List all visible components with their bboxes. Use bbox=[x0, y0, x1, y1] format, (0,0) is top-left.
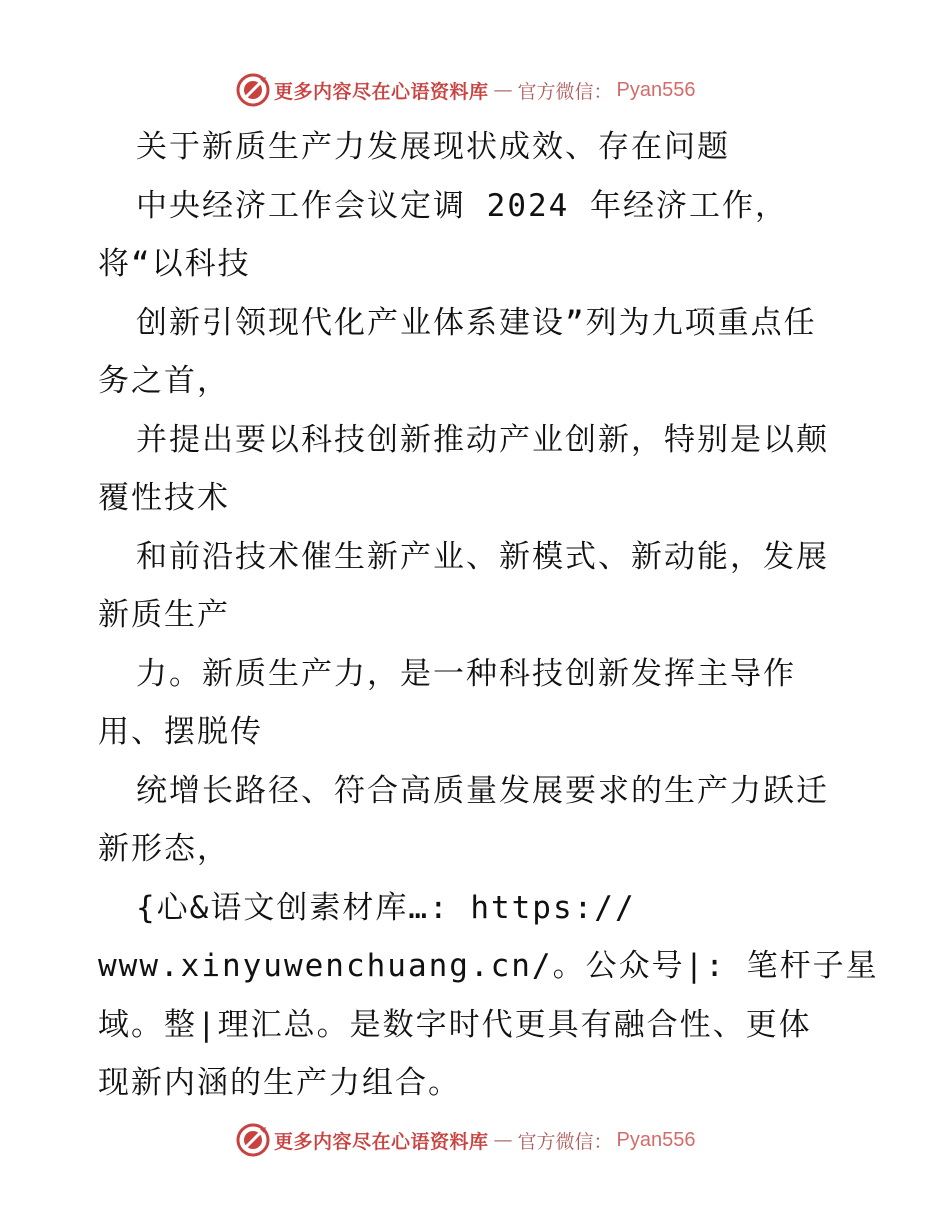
banner-wechat-id: Pyan556 bbox=[616, 1128, 696, 1151]
doc-line: 将“以科技 bbox=[98, 246, 251, 282]
doc-line: 覆性技术 bbox=[98, 480, 230, 516]
doc-line: 域。整|理汇总。是数字时代更具有融合性、更体 bbox=[98, 1006, 812, 1043]
doc-line: 新形态， bbox=[98, 831, 230, 867]
doc-line: 和前沿技术催生新产业、新模式、新动能，发展 bbox=[136, 538, 829, 575]
pen-seal-icon bbox=[236, 73, 270, 107]
doc-line: www.xinyuwenchuang.cn/。公众号|: 笔杆子星 bbox=[98, 948, 879, 984]
doc-line: 中央经济工作会议定调 2024 年经济工作， bbox=[136, 187, 788, 224]
banner-separator: — bbox=[493, 1129, 513, 1151]
doc-line: {心&语文创素材库…: https:// bbox=[136, 889, 636, 926]
doc-line: 并提出要以科技创新推动产业创新，特别是以颠 bbox=[136, 421, 829, 458]
banner-wechat-id: Pyan556 bbox=[616, 78, 696, 101]
doc-line: 力。新质生产力，是一种科技创新发挥主导作 bbox=[136, 655, 796, 692]
banner-official-label: 官方微信： bbox=[517, 80, 613, 103]
doc-line: 关于新质生产力发展现状成效、存在问题 bbox=[136, 129, 730, 165]
pen-seal-icon bbox=[236, 1123, 270, 1157]
doc-line: 务之首， bbox=[98, 363, 230, 399]
doc-line: 统增长路径、符合高质量发展要求的生产力跃迁 bbox=[136, 772, 829, 809]
header-banner bbox=[236, 72, 716, 108]
footer-banner bbox=[236, 1122, 716, 1158]
banner-title: 更多内容尽在心语资料库 bbox=[274, 1130, 489, 1153]
banner-separator: — bbox=[493, 79, 513, 101]
banner-title: 更多内容尽在心语资料库 bbox=[274, 80, 489, 103]
doc-line: 用、摆脱传 bbox=[98, 714, 263, 750]
document-body bbox=[98, 118, 879, 1113]
doc-line: 现新内涵的生产力组合。 bbox=[98, 1065, 461, 1101]
doc-line: 创新引领现代化产业体系建设”列为九项重点任 bbox=[136, 304, 817, 341]
banner-official-label: 官方微信： bbox=[517, 1130, 613, 1153]
doc-line: 新质生产 bbox=[98, 597, 230, 633]
